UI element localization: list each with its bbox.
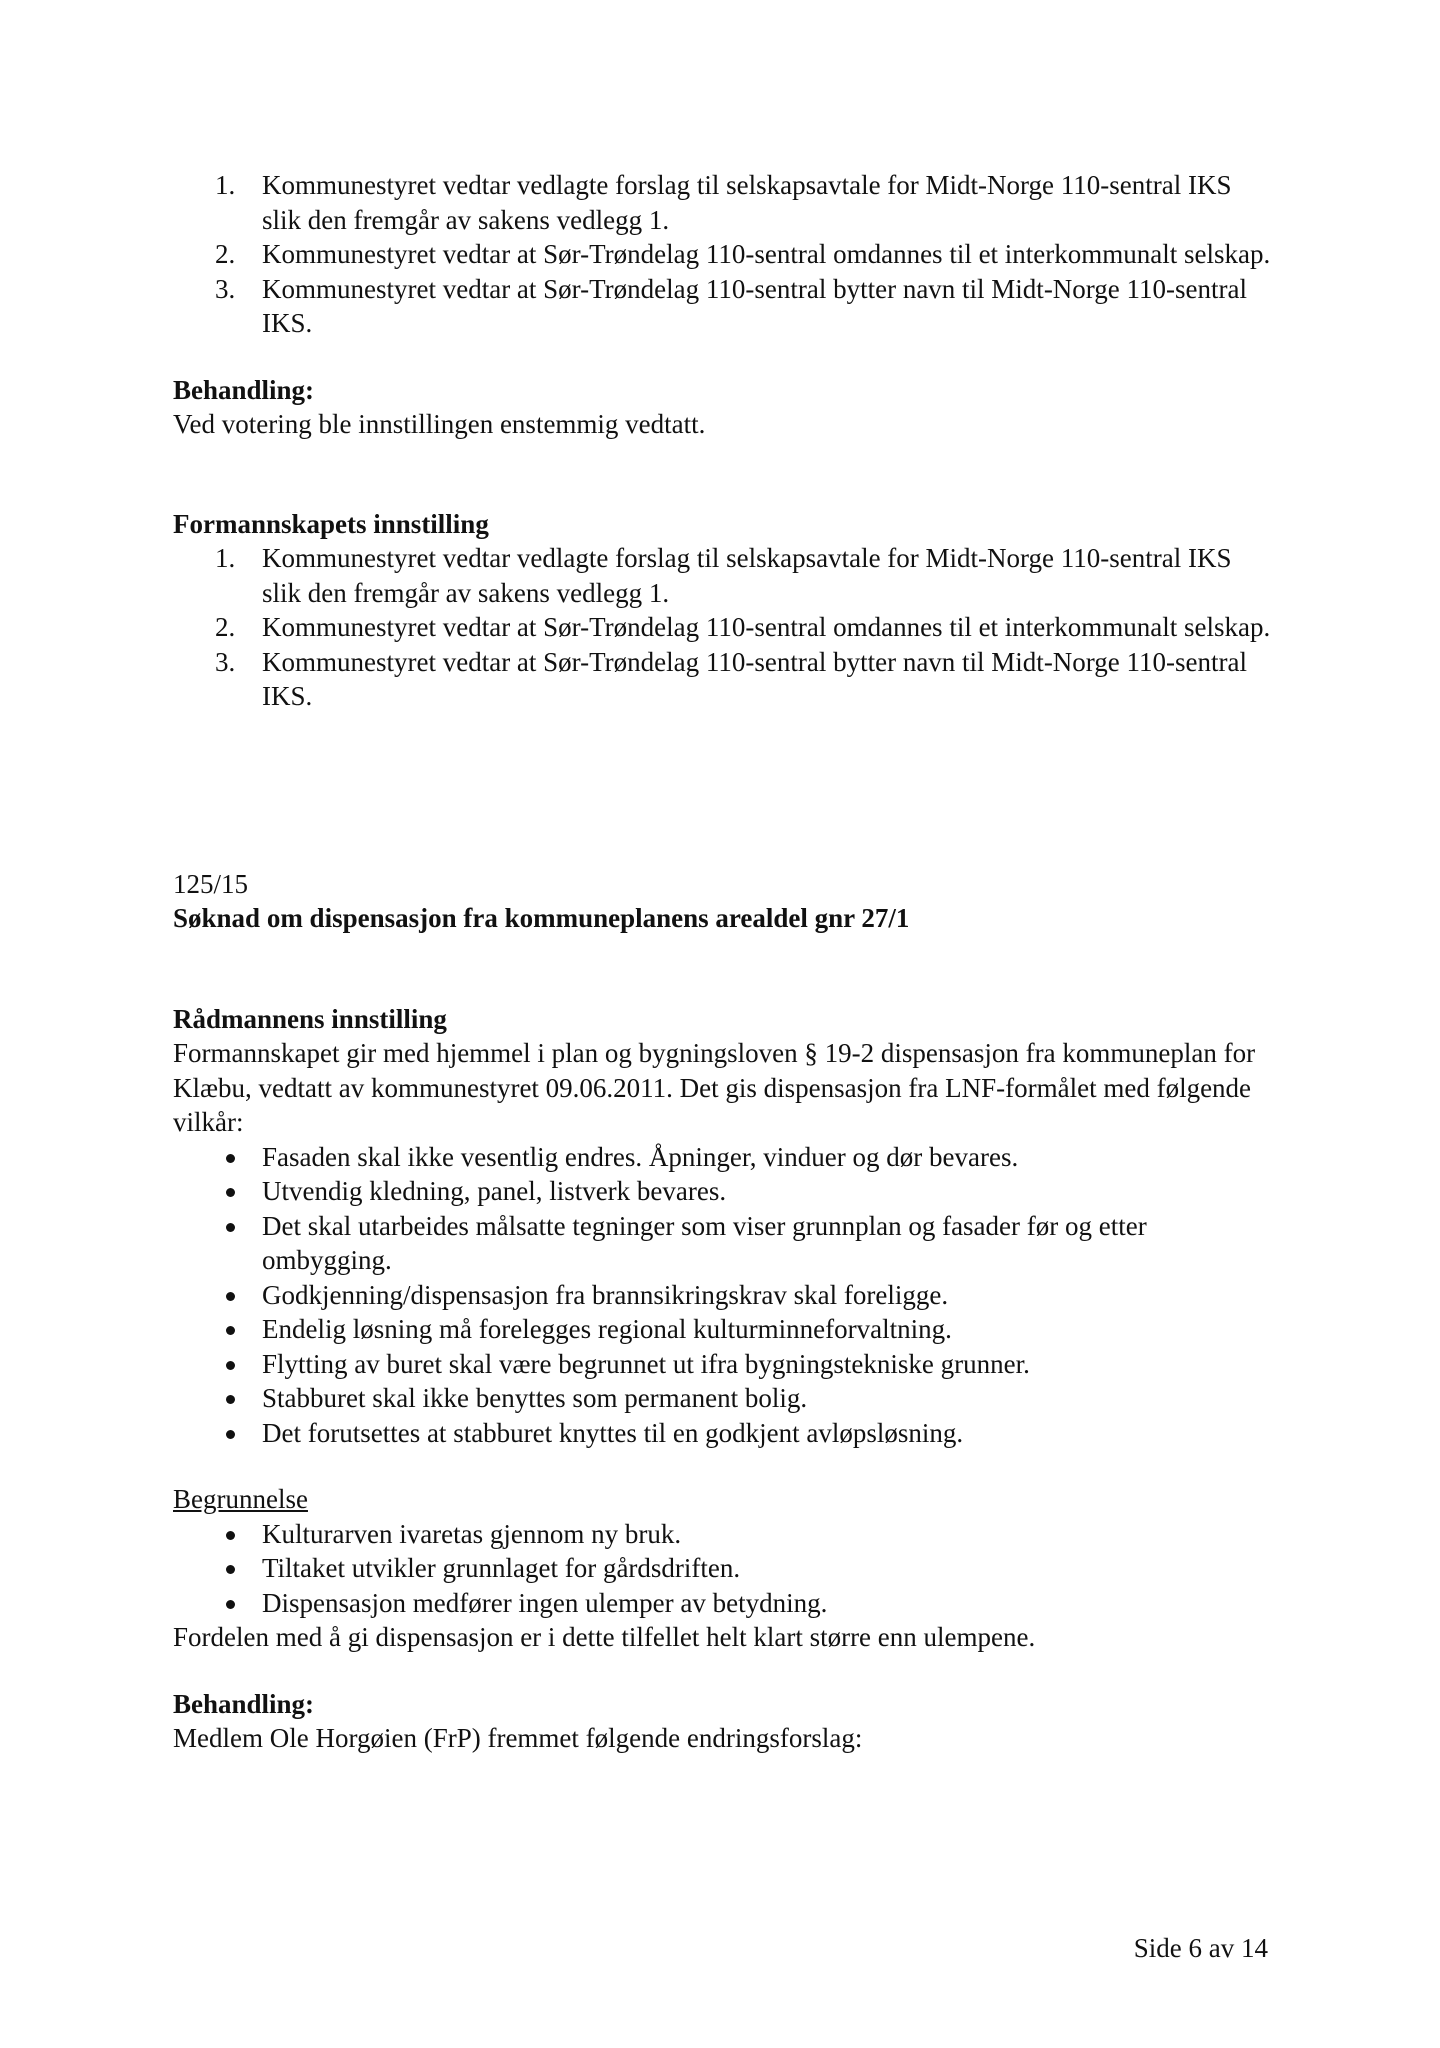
case-title: Søknad om dispensasjon fra kommuneplanens arealdel gnr 27/1 [173,903,910,933]
list-item: Dispensasjon medfører ingen ulemper av betydning. [262,1586,1273,1621]
formannskap-list [173,541,1273,714]
list-item: Det skal utarbeides målsatte tegninger som viser grunnplan og fasader før og etter ombygging. [262,1209,1273,1278]
behandling2-text: Medlem Ole Horgøien (FrP) fremmet følgende endringsforslag: [173,1723,863,1753]
begrunnelse-heading: Begrunnelse [173,1484,308,1514]
list-item: Kommunestyret vedtar at Sør-Trøndelag 110-sentral omdannes til et interkommunalt selskap. [262,612,1271,642]
list-item: Kommunestyret vedtar vedlagte forslag til selskapsavtale for Midt-Norge 110-sentral IKS slik den fremgår av sakens vedlegg 1. [262,170,1232,235]
list-item: Kommunestyret vedtar vedlagte forslag til selskapsavtale for Midt-Norge 110-sentral IKS slik den fremgår av sakens vedlegg 1. [262,543,1232,608]
list-item: Stabburet skal ikke benyttes som permanent bolig. [262,1381,1273,1416]
begrunnelse-conclusion: Fordelen med å gi dispensasjon er i dette tilfellet helt klart større enn ulempene. [173,1622,1036,1652]
behandling-text: Ved votering ble innstillingen enstemmig vedtatt. [173,409,706,439]
case-number: 125/15 [173,868,249,899]
list-item: Kulturarven ivaretas gjennom ny bruk. [262,1517,1273,1552]
list-item: Kommunestyret vedtar at Sør-Trøndelag 110-sentral bytter navn til Midt-Norge 110-sentral IKS. [262,646,1247,711]
behandling-heading: Behandling: [173,374,315,405]
list-item: Godkjenning/dispensasjon fra brannsikringskrav skal foreligge. [262,1278,1273,1313]
begrunnelse-list [173,1517,1273,1621]
behandling2-heading: Behandling: [173,1688,315,1719]
list-item: Endelig løsning må forelegges regional kulturminneforvaltning. [262,1312,1273,1347]
list-item: Kommunestyret vedtar at Sør-Trøndelag 110-sentral omdannes til et interkommunalt selskap. [262,239,1271,269]
radmann-heading: Rådmannens innstilling [173,1003,447,1034]
list-item: Flytting av buret skal være begrunnet ut ifra bygningstekniske grunner. [262,1347,1273,1382]
list-item: Utvendig kledning, panel, listverk bevares. [262,1174,1273,1209]
document-body [173,168,1273,1756]
conditions-list [173,1140,1273,1451]
list-item: Kommunestyret vedtar at Sør-Trøndelag 110-sentral bytter navn til Midt-Norge 110-sentral IKS. [262,273,1247,338]
formannskap-heading: Formannskapets innstilling [173,508,489,539]
radmann-text: Formannskapet gir med hjemmel i plan og bygningsloven § 19-2 dispensasjon fra kommuneplan for Klæbu, vedtatt av kommunestyret 09.06.2011. Det gis dispensasjon fra LNF-formålet med følgende vilkår: [173,1038,1256,1137]
decision-list-top [173,168,1273,341]
list-item: Det forutsettes at stabburet knyttes til en godkjent avløpsløsning. [262,1416,1273,1451]
page-number: Side 6 av 14 [1133,1933,1268,1963]
list-item: Tiltaket utvikler grunnlaget for gårdsdriften. [262,1551,1273,1586]
list-item: Fasaden skal ikke vesentlig endres. Åpninger, vinduer og dør bevares. [262,1140,1273,1175]
